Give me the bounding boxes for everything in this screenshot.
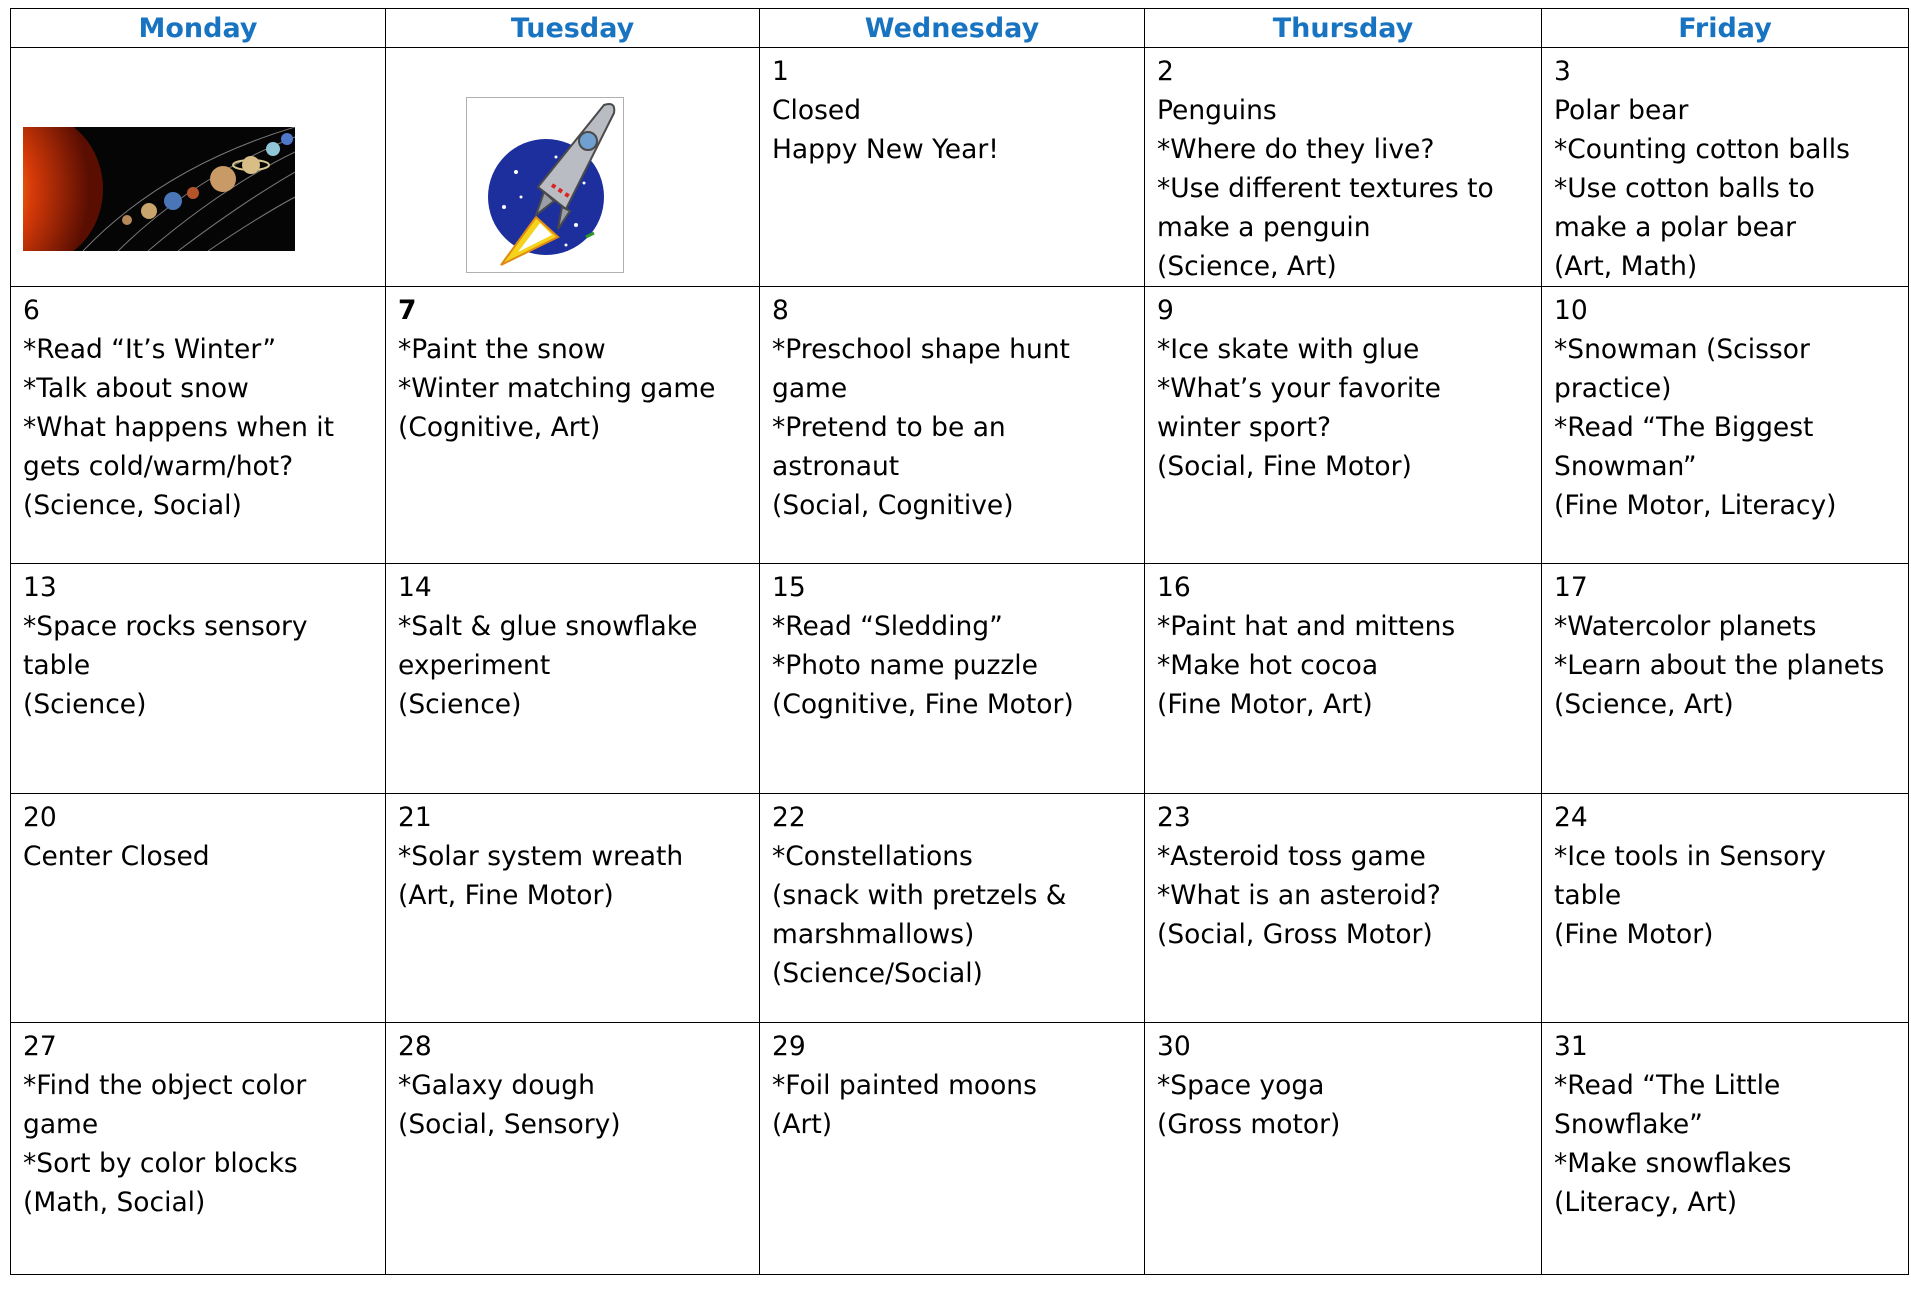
activity-line: marshmallows) (772, 919, 975, 950)
day-number: 28 (398, 1031, 432, 1062)
activity-line: (Fine Motor, Literacy) (1554, 490, 1837, 521)
day-cell (760, 287, 1145, 564)
activity-line: *What happens when it (23, 412, 335, 443)
activity-line: *What’s your favorite (1157, 373, 1441, 404)
activity-line: (Social, Sensory) (398, 1109, 621, 1140)
activity-line: (Social, Gross Motor) (1157, 919, 1433, 950)
header-monday: Monday (11, 9, 386, 48)
activity-line: Happy New Year! (772, 134, 999, 165)
activity-line: *Make hot cocoa (1157, 650, 1379, 681)
day-cell (1542, 564, 1909, 794)
activity-line: (Art) (772, 1109, 833, 1140)
activity-line: *Talk about snow (23, 373, 249, 404)
activity-line: *Paint the snow (398, 334, 606, 365)
header-wednesday: Wednesday (760, 9, 1145, 48)
day-number: 20 (23, 802, 57, 833)
activity-line: (Science) (398, 689, 522, 720)
rocket-image (466, 97, 624, 273)
activity-line: *Space rocks sensory (23, 611, 308, 642)
day-number: 6 (23, 295, 40, 326)
day-cell (1542, 287, 1909, 564)
day-cell (386, 287, 760, 564)
day-number: 13 (23, 572, 57, 603)
activity-line: (Science/Social) (772, 958, 983, 989)
day-number: 15 (772, 572, 806, 603)
activity-line: *Foil painted moons (772, 1070, 1037, 1101)
activity-line: *Counting cotton balls (1554, 134, 1850, 165)
activity-line: Snowflake” (1554, 1109, 1703, 1140)
day-cell (1542, 794, 1909, 1023)
day-cell (11, 564, 386, 794)
activity-line: (Fine Motor) (1554, 919, 1714, 950)
activity-line: *Find the object color (23, 1070, 307, 1101)
day-cell (760, 48, 1145, 287)
activity-line: *Constellations (772, 841, 973, 872)
day-cell (11, 794, 386, 1023)
day-number: 17 (1554, 572, 1588, 603)
activity-line: (Cognitive, Fine Motor) (772, 689, 1074, 720)
activity-line: game (772, 373, 848, 404)
day-number: 16 (1157, 572, 1191, 603)
activity-line: *Read “The Biggest (1554, 412, 1814, 443)
day-cell (386, 48, 760, 287)
activity-line: Penguins (1157, 95, 1277, 126)
activity-line: (Science, Art) (1554, 689, 1734, 720)
activity-line: (Science, Art) (1157, 251, 1337, 282)
day-number: 31 (1554, 1031, 1588, 1062)
activity-line: *Watercolor planets (1554, 611, 1817, 642)
day-cell (386, 794, 760, 1023)
day-number: 8 (772, 295, 789, 326)
activity-line: (Art, Math) (1554, 251, 1698, 282)
day-number: 14 (398, 572, 432, 603)
activity-line: (Math, Social) (23, 1187, 206, 1218)
activity-line: (Social, Cognitive) (772, 490, 1014, 521)
activity-line: *Make snowflakes (1554, 1148, 1792, 1179)
header-friday: Friday (1542, 9, 1909, 48)
day-cell (1145, 48, 1542, 287)
activity-line: *Preschool shape hunt (772, 334, 1070, 365)
activity-line: *Ice tools in Sensory (1554, 841, 1826, 872)
activity-line: *Learn about the planets (1554, 650, 1885, 681)
activity-line: table (23, 650, 91, 681)
activity-line: *Sort by color blocks (23, 1148, 298, 1179)
day-number: 2 (1157, 56, 1174, 87)
activity-line: *Winter matching game (398, 373, 716, 404)
activity-line: gets cold/warm/hot? (23, 451, 294, 482)
activity-line: Center Closed (23, 841, 210, 872)
day-number: 27 (23, 1031, 57, 1062)
activity-line: *Galaxy dough (398, 1070, 595, 1101)
activity-line: *Salt & glue snowflake (398, 611, 698, 642)
day-cell (386, 564, 760, 794)
activity-line: *Read “Sledding” (772, 611, 1003, 642)
day-cell (1145, 287, 1542, 564)
activity-line: game (23, 1109, 99, 1140)
day-number: 10 (1554, 295, 1588, 326)
activity-line: *Use different textures to (1157, 173, 1494, 204)
activity-line: *Photo name puzzle (772, 650, 1038, 681)
activity-line: *Snowman (Scissor (1554, 334, 1810, 365)
activity-line: (Art, Fine Motor) (398, 880, 614, 911)
activity-line: *Asteroid toss game (1157, 841, 1426, 872)
day-cell (760, 564, 1145, 794)
day-number: 9 (1157, 295, 1174, 326)
day-cell (11, 48, 386, 287)
day-cell (1145, 1023, 1542, 1275)
header-tuesday: Tuesday (386, 9, 760, 48)
activity-line: *Read “It’s Winter” (23, 334, 277, 365)
activity-line: *Space yoga (1157, 1070, 1325, 1101)
day-cell (1542, 1023, 1909, 1275)
activity-line: *Ice skate with glue (1157, 334, 1420, 365)
day-cell (1542, 48, 1909, 287)
day-number: 23 (1157, 802, 1191, 833)
day-number: 24 (1554, 802, 1588, 833)
activity-line: experiment (398, 650, 551, 681)
day-cell (386, 1023, 760, 1275)
activity-line: (Literacy, Art) (1554, 1187, 1738, 1218)
day-number: 29 (772, 1031, 806, 1062)
activity-line: (Science, Social) (23, 490, 242, 521)
activity-line: *Solar system wreath (398, 841, 684, 872)
activity-line: astronaut (772, 451, 900, 482)
activity-line: *Use cotton balls to (1554, 173, 1815, 204)
activity-line: make a polar bear (1554, 212, 1797, 243)
activity-line: practice) (1554, 373, 1672, 404)
activity-line: (snack with pretzels & (772, 880, 1067, 911)
activity-line: Closed (772, 95, 862, 126)
calendar-table (10, 8, 1909, 1275)
solar-system-image (23, 127, 295, 251)
week-row-5 (11, 1023, 1909, 1275)
activity-line: *Paint hat and mittens (1157, 611, 1456, 642)
day-number: 7 (398, 295, 417, 326)
day-number: 1 (772, 56, 789, 87)
activity-line: table (1554, 880, 1622, 911)
activity-line: Polar bear (1554, 95, 1689, 126)
day-cell (1145, 564, 1542, 794)
weekday-header-row (11, 9, 1909, 48)
activity-line: *Pretend to be an (772, 412, 1006, 443)
day-cell (11, 287, 386, 564)
day-cell (1145, 794, 1542, 1023)
day-number: 21 (398, 802, 432, 833)
day-cell (11, 1023, 386, 1275)
day-number: 22 (772, 802, 806, 833)
activity-line: (Cognitive, Art) (398, 412, 601, 443)
activity-line: (Social, Fine Motor) (1157, 451, 1412, 482)
activity-line: *Read “The Little (1554, 1070, 1781, 1101)
week-row-4 (11, 794, 1909, 1023)
header-thursday: Thursday (1145, 9, 1542, 48)
day-number: 3 (1554, 56, 1571, 87)
activity-line: make a penguin (1157, 212, 1371, 243)
activity-line: (Fine Motor, Art) (1157, 689, 1373, 720)
week-row-1 (11, 48, 1909, 287)
day-cell (760, 1023, 1145, 1275)
activity-line: *What is an asteroid? (1157, 880, 1441, 911)
activity-line: winter sport? (1157, 412, 1332, 443)
week-row-3 (11, 564, 1909, 794)
day-cell (760, 794, 1145, 1023)
activity-line: (Gross motor) (1157, 1109, 1341, 1140)
day-number: 30 (1157, 1031, 1191, 1062)
activity-line: *Where do they live? (1157, 134, 1435, 165)
week-row-2 (11, 287, 1909, 564)
activity-line: (Science) (23, 689, 147, 720)
activity-line: Snowman” (1554, 451, 1697, 482)
